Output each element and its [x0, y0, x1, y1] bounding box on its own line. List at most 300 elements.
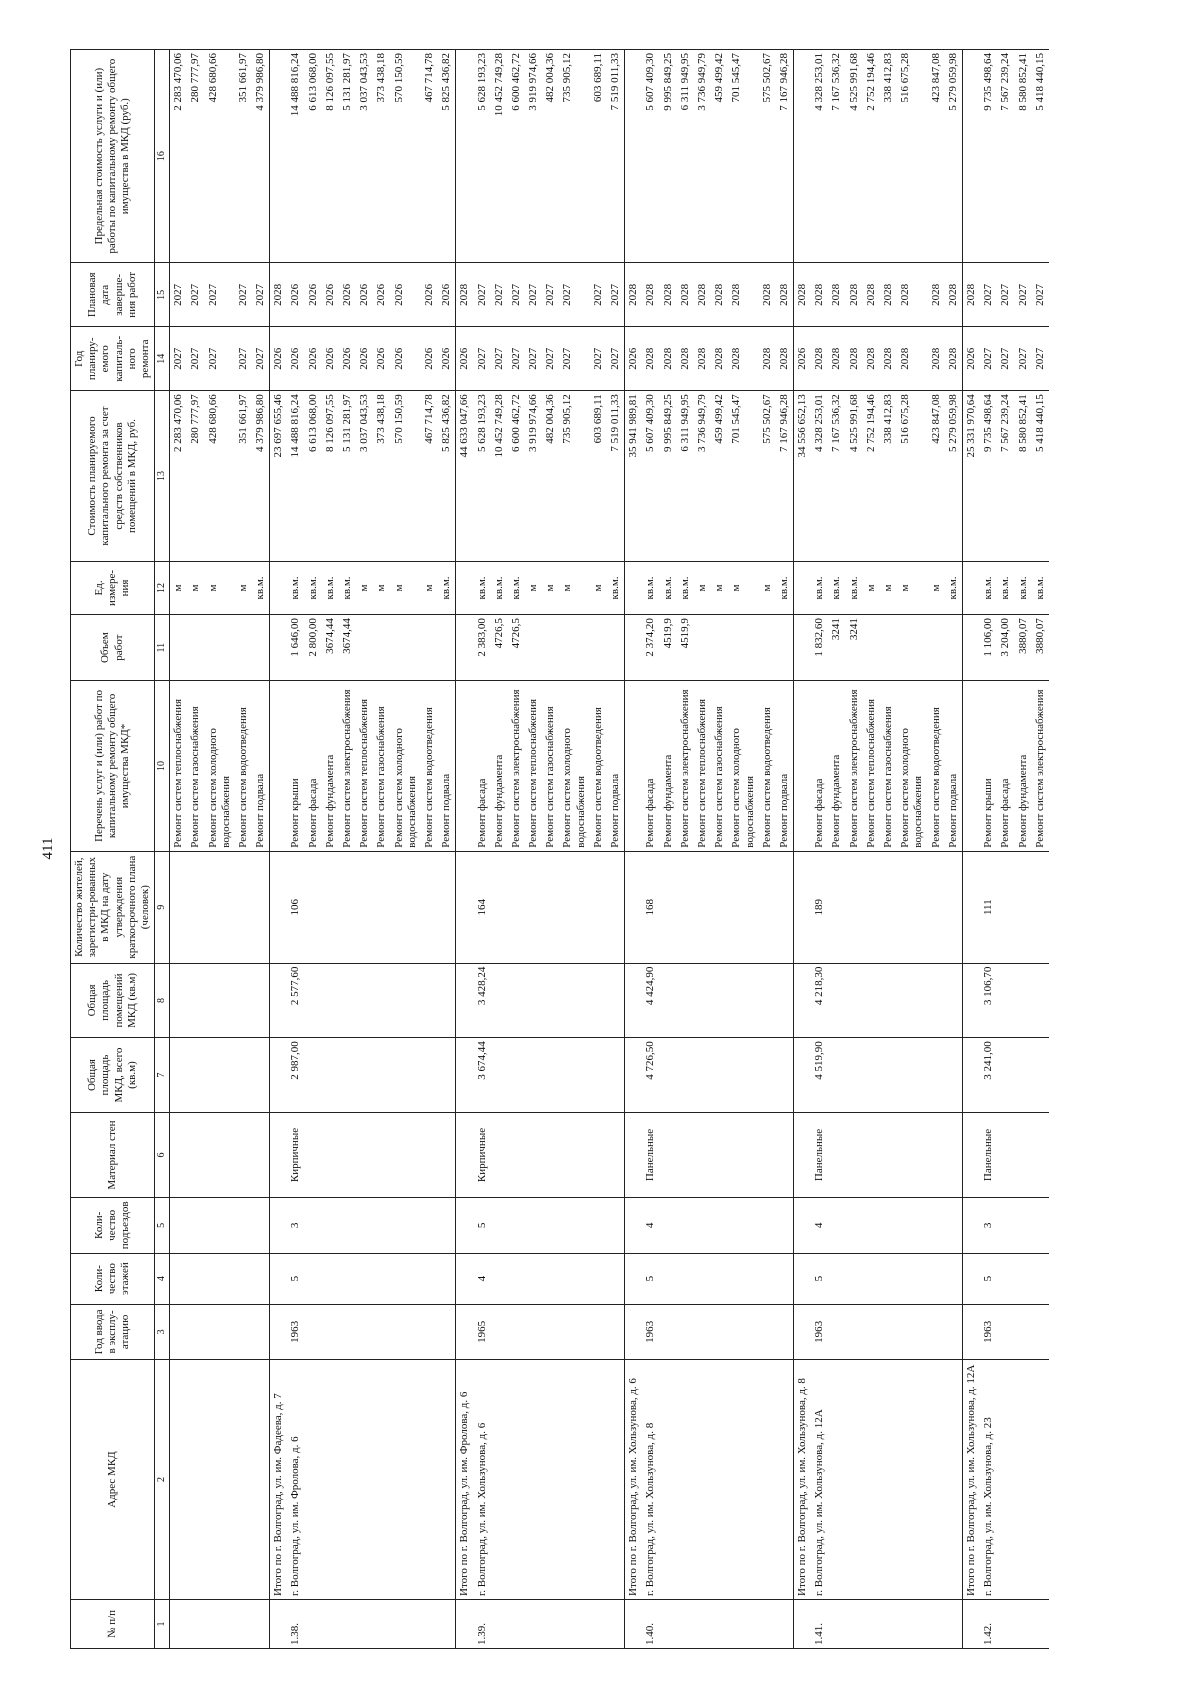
- work-type-cell: Ремонт фасада: [305, 681, 322, 852]
- row-number: [846, 1599, 863, 1648]
- floors-cell: [542, 1253, 559, 1304]
- row-number: [794, 1599, 812, 1648]
- residents-cell: [559, 851, 589, 963]
- year-cell: [928, 1304, 945, 1359]
- material-cell: [391, 1112, 421, 1197]
- cost-cell: 5 825 436,82: [438, 391, 456, 562]
- max-cost-cell: 459 499,42: [711, 50, 728, 263]
- page-number: 411: [40, 837, 56, 860]
- column-header: Предельная стоимость услуги и (или) работы по капитальному ремонту общего имущества в МКД (руб.): [71, 50, 155, 263]
- unit-cell: кв.м.: [846, 561, 863, 614]
- volume-cell: 4726,5: [491, 615, 508, 681]
- floors-cell: [270, 1253, 288, 1304]
- rooms-area-cell: [590, 963, 607, 1038]
- residents-cell: [1032, 851, 1049, 963]
- entrances-cell: [759, 1198, 776, 1253]
- entrances-cell: [1015, 1198, 1032, 1253]
- year-cell: [776, 1304, 794, 1359]
- year-cell: [962, 1304, 980, 1359]
- column-number: 14: [155, 327, 170, 391]
- address-cell: [421, 1360, 438, 1600]
- entrances-cell: [625, 1198, 643, 1253]
- entrances-cell: 4: [811, 1198, 828, 1253]
- work-type-cell: Ремонт фундамента: [322, 681, 339, 852]
- max-cost-cell: 6 311 949,95: [677, 50, 694, 263]
- unit-cell: м: [559, 561, 589, 614]
- row-number: [456, 1599, 474, 1648]
- total-area-cell: [997, 1038, 1014, 1113]
- entrances-cell: [187, 1198, 204, 1253]
- rooms-area-cell: [187, 963, 204, 1038]
- table-row: [759, 50, 776, 1649]
- work-type-cell: Ремонт систем газоснабжения: [187, 681, 204, 852]
- max-cost-cell: 575 502,67: [759, 50, 776, 263]
- entrances-cell: [491, 1198, 508, 1253]
- total-area-cell: [846, 1038, 863, 1113]
- max-cost-cell: 7 519 011,33: [607, 50, 625, 263]
- rooms-area-cell: [170, 963, 188, 1038]
- material-cell: Панельные: [980, 1112, 997, 1197]
- volume-cell: [962, 615, 980, 681]
- row-number: [863, 1599, 880, 1648]
- plan-year-cell: 2027: [997, 327, 1014, 391]
- residents-cell: [607, 851, 625, 963]
- row-number: [305, 1599, 322, 1648]
- end-date-cell: 2028: [625, 263, 643, 327]
- work-type-cell: [794, 681, 812, 852]
- year-cell: [711, 1304, 728, 1359]
- residents-cell: [759, 851, 776, 963]
- floors-cell: [170, 1253, 188, 1304]
- end-date-cell: 2026: [438, 263, 456, 327]
- plan-year-cell: 2028: [759, 327, 776, 391]
- max-cost-cell: [625, 50, 643, 263]
- volume-cell: [694, 615, 711, 681]
- rooms-area-cell: [776, 963, 794, 1038]
- residents-cell: [421, 851, 438, 963]
- cost-cell: 34 556 652,13: [794, 391, 812, 562]
- work-type-cell: Ремонт систем водоотведения: [235, 681, 252, 852]
- entrances-cell: [322, 1198, 339, 1253]
- floors-cell: [1032, 1253, 1049, 1304]
- material-cell: [607, 1112, 625, 1197]
- end-date-cell: 2027: [980, 263, 997, 327]
- cost-cell: 7 519 011,33: [607, 391, 625, 562]
- end-date-cell: 2027: [559, 263, 589, 327]
- entrances-cell: [694, 1198, 711, 1253]
- end-date-cell: 2028: [962, 263, 980, 327]
- unit-cell: кв.м.: [980, 561, 997, 614]
- address-cell: [187, 1360, 204, 1600]
- max-cost-cell: 4 328 253,01: [811, 50, 828, 263]
- end-date-cell: 2027: [235, 263, 252, 327]
- floors-cell: [677, 1253, 694, 1304]
- unit-cell: [456, 561, 474, 614]
- plan-year-cell: 2026: [373, 327, 390, 391]
- year-cell: [897, 1304, 927, 1359]
- rooms-area-cell: [322, 963, 339, 1038]
- cost-cell: 2 752 194,46: [863, 391, 880, 562]
- material-cell: [711, 1112, 728, 1197]
- volume-cell: 3 204,00: [997, 615, 1014, 681]
- residents-cell: [945, 851, 963, 963]
- volume-cell: [728, 615, 758, 681]
- residents-cell: 111: [980, 851, 997, 963]
- volume-cell: [270, 615, 288, 681]
- rooms-area-cell: [997, 963, 1014, 1038]
- work-type-cell: Ремонт крыши: [287, 681, 304, 852]
- cost-cell: 2 283 470,06: [170, 391, 188, 562]
- volume-cell: 2 374,20: [642, 615, 659, 681]
- year-cell: [846, 1304, 863, 1359]
- row-number: [525, 1599, 542, 1648]
- address-cell: [170, 1360, 188, 1600]
- total-row: [270, 50, 288, 1649]
- floors-cell: [590, 1253, 607, 1304]
- plan-year-cell: 2027: [235, 327, 252, 391]
- cost-cell: 351 661,97: [235, 391, 252, 562]
- max-cost-cell: 338 412,83: [880, 50, 897, 263]
- row-number: [607, 1599, 625, 1648]
- table-body: [170, 50, 1049, 1649]
- work-type-cell: Ремонт систем теплоснабжения: [694, 681, 711, 852]
- material-cell: [897, 1112, 927, 1197]
- material-cell: [728, 1112, 758, 1197]
- work-type-cell: Ремонт систем холодного водоснабжения: [391, 681, 421, 852]
- total-area-cell: [694, 1038, 711, 1113]
- end-date-cell: 2028: [863, 263, 880, 327]
- address-cell: [846, 1360, 863, 1600]
- column-header: Плановая дата заверше-ния работ: [71, 263, 155, 327]
- unit-cell: кв.м.: [997, 561, 1014, 614]
- entrances-cell: 3: [980, 1198, 997, 1253]
- max-cost-cell: 516 675,28: [897, 50, 927, 263]
- total-row: [962, 50, 980, 1649]
- unit-cell: м: [170, 561, 188, 614]
- address-cell: [252, 1360, 270, 1600]
- residents-cell: [491, 851, 508, 963]
- end-date-cell: 2028: [270, 263, 288, 327]
- cost-cell: 9 735 498,64: [980, 391, 997, 562]
- row-number: [270, 1599, 288, 1648]
- year-cell: [1015, 1304, 1032, 1359]
- floors-cell: [559, 1253, 589, 1304]
- rooms-area-cell: [625, 963, 643, 1038]
- plan-year-cell: 2027: [1032, 327, 1049, 391]
- residents-cell: [928, 851, 945, 963]
- plan-year-cell: 2027: [187, 327, 204, 391]
- year-cell: [794, 1304, 812, 1359]
- work-type-cell: Ремонт систем теплоснабжения: [170, 681, 188, 852]
- entrances-cell: [508, 1198, 525, 1253]
- unit-cell: кв.м.: [322, 561, 339, 614]
- volume-cell: 3241: [846, 615, 863, 681]
- floors-cell: [525, 1253, 542, 1304]
- volume-cell: [607, 615, 625, 681]
- table-row: [677, 50, 694, 1649]
- plan-year-cell: 2026: [287, 327, 304, 391]
- unit-cell: кв.м.: [474, 561, 491, 614]
- rooms-area-cell: [962, 963, 980, 1038]
- rooms-area-cell: 4 218,30: [811, 963, 828, 1038]
- table-row: [846, 50, 863, 1649]
- rooms-area-cell: 4 424,90: [642, 963, 659, 1038]
- volume-cell: 1 106,00: [980, 615, 997, 681]
- volume-cell: [880, 615, 897, 681]
- total-row: [794, 50, 812, 1649]
- column-header: № п/п: [71, 1599, 155, 1648]
- material-cell: [508, 1112, 525, 1197]
- material-cell: [759, 1112, 776, 1197]
- cost-cell: 9 995 849,25: [660, 391, 677, 562]
- plan-year-cell: 2026: [270, 327, 288, 391]
- address-cell: [1032, 1360, 1049, 1600]
- plan-year-cell: 2026: [962, 327, 980, 391]
- rooms-area-cell: [660, 963, 677, 1038]
- table-row: [711, 50, 728, 1649]
- residents-cell: 189: [811, 851, 828, 963]
- material-cell: [945, 1112, 963, 1197]
- end-date-cell: 2028: [828, 263, 845, 327]
- max-cost-cell: 3 919 974,66: [525, 50, 542, 263]
- total-area-cell: 3 674,44: [474, 1038, 491, 1113]
- total-area-cell: [252, 1038, 270, 1113]
- end-date-cell: 2027: [252, 263, 270, 327]
- column-header: Ед. измере-ния: [71, 561, 155, 614]
- rooms-area-cell: [508, 963, 525, 1038]
- plan-year-cell: 2028: [677, 327, 694, 391]
- unit-cell: кв.м.: [252, 561, 270, 614]
- material-cell: [456, 1112, 474, 1197]
- cost-cell: 44 633 047,66: [456, 391, 474, 562]
- total-area-cell: [1015, 1038, 1032, 1113]
- residents-cell: [728, 851, 758, 963]
- material-cell: [270, 1112, 288, 1197]
- max-cost-cell: 7 567 239,24: [997, 50, 1014, 263]
- table-row: [356, 50, 373, 1649]
- table-row: [997, 50, 1014, 1649]
- floors-cell: 5: [811, 1253, 828, 1304]
- floors-cell: [339, 1253, 356, 1304]
- rooms-area-cell: [607, 963, 625, 1038]
- work-type-cell: [962, 681, 980, 852]
- cost-cell: 25 331 970,64: [962, 391, 980, 562]
- floors-cell: [205, 1253, 235, 1304]
- row-number: [711, 1599, 728, 1648]
- residents-cell: [322, 851, 339, 963]
- unit-cell: м: [928, 561, 945, 614]
- table-row: [252, 50, 270, 1649]
- max-cost-cell: 2 752 194,46: [863, 50, 880, 263]
- row-number: [235, 1599, 252, 1648]
- cost-cell: 575 502,67: [759, 391, 776, 562]
- address-cell: [491, 1360, 508, 1600]
- plan-year-cell: 2027: [559, 327, 589, 391]
- work-type-cell: Ремонт крыши: [980, 681, 997, 852]
- rooms-area-cell: [677, 963, 694, 1038]
- end-date-cell: 2027: [607, 263, 625, 327]
- row-number: [880, 1599, 897, 1648]
- residents-cell: [187, 851, 204, 963]
- address-cell: [508, 1360, 525, 1600]
- table-row: [811, 50, 828, 1649]
- work-type-cell: Ремонт систем электроснабжения: [677, 681, 694, 852]
- column-header: Материал стен: [71, 1112, 155, 1197]
- cost-cell: 8 580 852,41: [1015, 391, 1032, 562]
- cost-cell: 735 905,12: [559, 391, 589, 562]
- max-cost-cell: 4 379 986,80: [252, 50, 270, 263]
- total-area-cell: [1032, 1038, 1049, 1113]
- rooms-area-cell: [846, 963, 863, 1038]
- residents-cell: [590, 851, 607, 963]
- total-area-cell: [880, 1038, 897, 1113]
- unit-cell: кв.м.: [438, 561, 456, 614]
- table-row: [235, 50, 252, 1649]
- floors-cell: 5: [642, 1253, 659, 1304]
- floors-cell: [928, 1253, 945, 1304]
- unit-cell: м: [391, 561, 421, 614]
- end-date-cell: 2026: [287, 263, 304, 327]
- row-number: 1.39.: [474, 1599, 491, 1648]
- max-cost-cell: 6 613 068,00: [305, 50, 322, 263]
- rooms-area-cell: [1032, 963, 1049, 1038]
- max-cost-cell: 2 283 470,06: [170, 50, 188, 263]
- total-area-cell: [625, 1038, 643, 1113]
- work-type-cell: Ремонт систем водоотведения: [590, 681, 607, 852]
- cost-cell: 5 418 440,15: [1032, 391, 1049, 562]
- table-row: [373, 50, 390, 1649]
- address-cell: [694, 1360, 711, 1600]
- residents-cell: [542, 851, 559, 963]
- end-date-cell: 2028: [897, 263, 927, 327]
- year-cell: [187, 1304, 204, 1359]
- floors-cell: [846, 1253, 863, 1304]
- floors-cell: [694, 1253, 711, 1304]
- total-area-cell: [170, 1038, 188, 1113]
- year-cell: 1963: [287, 1304, 304, 1359]
- table-row: [1032, 50, 1049, 1649]
- volume-cell: 3880,07: [1032, 615, 1049, 681]
- address-cell: [776, 1360, 794, 1600]
- table-row: [525, 50, 542, 1649]
- plan-year-cell: 2026: [356, 327, 373, 391]
- residents-cell: [677, 851, 694, 963]
- floors-cell: [235, 1253, 252, 1304]
- volume-cell: 2 800,00: [305, 615, 322, 681]
- cost-cell: 467 714,78: [421, 391, 438, 562]
- max-cost-cell: 4 525 991,68: [846, 50, 863, 263]
- address-cell: [660, 1360, 677, 1600]
- max-cost-cell: 3 736 949,79: [694, 50, 711, 263]
- total-area-cell: [356, 1038, 373, 1113]
- address-cell: г. Волгоград, ул. им. Хользунова, д. 8: [642, 1360, 659, 1600]
- plan-year-cell: 2027: [205, 327, 235, 391]
- residents-cell: [1015, 851, 1032, 963]
- total-area-cell: [945, 1038, 963, 1113]
- row-number: [252, 1599, 270, 1648]
- year-cell: [863, 1304, 880, 1359]
- table-row: [474, 50, 491, 1649]
- row-number: [694, 1599, 711, 1648]
- year-cell: [559, 1304, 589, 1359]
- floors-cell: [711, 1253, 728, 1304]
- residents-cell: [270, 851, 288, 963]
- cost-cell: 4 525 991,68: [846, 391, 863, 562]
- table-header: [71, 50, 170, 1649]
- total-area-cell: [525, 1038, 542, 1113]
- unit-cell: м: [728, 561, 758, 614]
- material-cell: [305, 1112, 322, 1197]
- unit-cell: кв.м.: [642, 561, 659, 614]
- address-cell: [897, 1360, 927, 1600]
- residents-cell: [252, 851, 270, 963]
- rooms-area-cell: [559, 963, 589, 1038]
- floors-cell: [828, 1253, 845, 1304]
- volume-cell: 4519,9: [677, 615, 694, 681]
- total-area-cell: [456, 1038, 474, 1113]
- total-area-cell: [373, 1038, 390, 1113]
- address-cell: [711, 1360, 728, 1600]
- entrances-cell: [846, 1198, 863, 1253]
- residents-cell: [897, 851, 927, 963]
- plan-year-cell: 2028: [776, 327, 794, 391]
- table-row: [205, 50, 235, 1649]
- year-cell: [997, 1304, 1014, 1359]
- material-cell: Кирпичные: [287, 1112, 304, 1197]
- address-cell: [759, 1360, 776, 1600]
- max-cost-cell: 5 607 409,30: [642, 50, 659, 263]
- table-row: [1015, 50, 1032, 1649]
- entrances-cell: [945, 1198, 963, 1253]
- end-date-cell: 2028: [846, 263, 863, 327]
- plan-year-cell: 2026: [456, 327, 474, 391]
- table-row: [728, 50, 758, 1649]
- column-number: 10: [155, 681, 170, 852]
- residents-cell: [205, 851, 235, 963]
- work-type-cell: [456, 681, 474, 852]
- end-date-cell: 2028: [642, 263, 659, 327]
- address-cell: [607, 1360, 625, 1600]
- entrances-cell: [828, 1198, 845, 1253]
- address-cell: г. Волгоград, ул. им. Фролова, д. 6: [287, 1360, 304, 1600]
- plan-year-cell: 2026: [391, 327, 421, 391]
- volume-cell: [525, 615, 542, 681]
- max-cost-cell: [794, 50, 812, 263]
- plan-year-cell: 2026: [421, 327, 438, 391]
- residents-cell: [305, 851, 322, 963]
- residents-cell: [456, 851, 474, 963]
- material-cell: [205, 1112, 235, 1197]
- cost-cell: 7 567 239,24: [997, 391, 1014, 562]
- address-cell: [525, 1360, 542, 1600]
- table-row: [542, 50, 559, 1649]
- work-type-cell: Ремонт фундамента: [491, 681, 508, 852]
- total-area-cell: [322, 1038, 339, 1113]
- year-cell: [590, 1304, 607, 1359]
- address-cell: [828, 1360, 845, 1600]
- cost-cell: 3 919 974,66: [525, 391, 542, 562]
- cost-cell: 8 126 097,55: [322, 391, 339, 562]
- residents-cell: [508, 851, 525, 963]
- year-cell: [356, 1304, 373, 1359]
- table-row: [339, 50, 356, 1649]
- address-cell: Итого по г. Волгоград, ул. им. Хользунова, д. 12А: [962, 1360, 980, 1600]
- end-date-cell: 2028: [677, 263, 694, 327]
- address-cell: г. Волгоград, ул. им. Хользунова, д. 12А: [811, 1360, 828, 1600]
- max-cost-cell: 9 735 498,64: [980, 50, 997, 263]
- end-date-cell: 2028: [811, 263, 828, 327]
- year-cell: [828, 1304, 845, 1359]
